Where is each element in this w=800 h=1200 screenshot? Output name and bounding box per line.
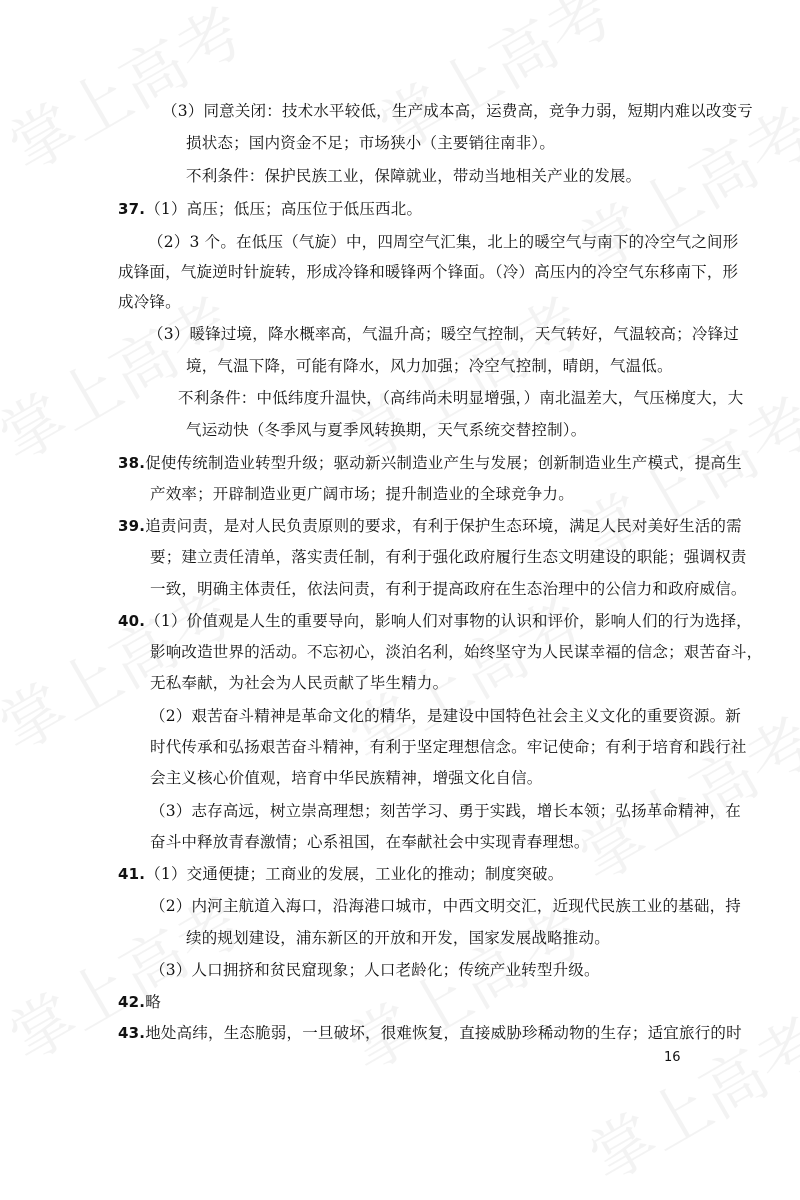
text-line: 奋斗中释放青春激情；心系祖国，在奉献社会中实现青春理想。 bbox=[150, 833, 590, 851]
question-43-line: 43.地处高纬，生态脆弱，一旦破坏，很难恢复，直接威胁珍稀动物的生存；适宜旅行的时 bbox=[118, 1024, 742, 1042]
text-line: （3）暖锋过境，降水概率高，气温升高；暖空气控制，天气转好，气温较高；冷锋过 bbox=[148, 325, 739, 343]
text-line: （2）内河主航道入海口，沿海港口城市，中西文明交汇，近现代民族工业的基础，持 bbox=[150, 897, 741, 915]
question-number: 40. bbox=[118, 612, 146, 630]
text-line: 不利条件：中低纬度升温快，（高纬尚未明显增强，）南北温差大，气压梯度大，大 bbox=[178, 389, 744, 407]
question-number: 39. bbox=[118, 517, 146, 535]
text-line: （3）人口拥挤和贫民窟现象；人口老龄化；传统产业转型升级。 bbox=[150, 961, 600, 979]
watermark bbox=[0, 0, 258, 190]
question-42-line: 42.略 bbox=[118, 993, 161, 1011]
text-line: 境，气温下降，可能有降水，风力加强；冷空气控制，晴朗，气温低。 bbox=[186, 357, 673, 375]
text-line: 气运动快（冬季风与夏季风转换期，天气系统交替控制）。 bbox=[186, 421, 587, 439]
text-line: 损状态；国内资金不足；市场狭小（主要销往南非）。 bbox=[186, 134, 556, 152]
page-number: 16 bbox=[664, 1050, 681, 1065]
question-number: 41. bbox=[118, 865, 146, 883]
text-line: （2）3 个。在低压（气旋）中，四周空气汇集，北上的暖空气与南下的冷空气之间形 bbox=[148, 233, 739, 251]
question-number: 38. bbox=[118, 454, 146, 472]
text-line: 要；建立责任清单，落实责任制，有利于强化政府履行生态文明建设的职能；强调权责 bbox=[150, 548, 747, 566]
question-37-line: 37.（1）高压；低压；高压位于低压西北。 bbox=[118, 200, 423, 218]
text-line: 续的规划建设，浦东新区的开放和开发，国家发展战略推动。 bbox=[186, 929, 610, 947]
text-line: 成冷锋。 bbox=[118, 293, 181, 311]
text-line: 时代传承和弘扬艰苦奋斗精神，有利于坚定理想信念。牢记使命；有利于培育和践行社 bbox=[150, 738, 747, 756]
text-line: 不利条件：保护民族工业，保障就业，带动当地相关产业的发展。 bbox=[186, 167, 642, 185]
question-39-line: 39.追责问责，是对人民负责原则的要求，有利于保护生态环境，满足人民对美好生活的需 bbox=[118, 517, 742, 535]
question-41-line: 41.（1）交通便捷；工商业的发展，工业化的推动；制度突破。 bbox=[118, 865, 564, 883]
text-line: 产效率；开辟制造业更广阔市场；提升制造业的全球竞争力。 bbox=[150, 485, 574, 503]
question-38-line: 38.促使传统制造业转型升级；驱动新兴制造业产生与发展；创新制造业生产模式，提高生 bbox=[118, 454, 742, 472]
text-line: 成锋面，气旋逆时针旋转，形成冷锋和暖锋两个锋面。（冷）高压内的冷空气东移南下，形 bbox=[118, 263, 739, 281]
text-line: 一致，明确主体责任，依法问责，有利于提高政府在生态治理中的公信力和政府威信。 bbox=[150, 580, 747, 598]
question-number: 43. bbox=[118, 1024, 146, 1042]
text-line: 影响改造世界的活动。不忘初心，淡泊名利，始终坚守为人民谋幸福的信念；艰苦奋斗， bbox=[150, 643, 763, 661]
question-number: 37. bbox=[118, 200, 146, 218]
question-40-line: 40.（1）价值观是人生的重要导向，影响人们对事物的认识和评价，影响人们的行为选择， bbox=[118, 612, 752, 630]
text-line: 会主义核心价值观，培育中华民族精神，增强文化自信。 bbox=[150, 769, 543, 787]
question-number: 42. bbox=[118, 993, 146, 1011]
text-line: （3）志存高远，树立崇高理想；刻苦学习、勇于实践，增长本领；弘扬革命精神，在 bbox=[150, 802, 741, 820]
text-line: 无私奉献，为社会为人民贡献了毕生精力。 bbox=[150, 674, 449, 692]
text-line: （3）同意关闭：技术水平较低，生产成本高，运费高，竞争力弱，短期内难以改变亏 bbox=[162, 102, 753, 120]
text-line: （2）艰苦奋斗精神是革命文化的精华，是建设中国特色社会主义文化的重要资源。新 bbox=[150, 707, 741, 725]
